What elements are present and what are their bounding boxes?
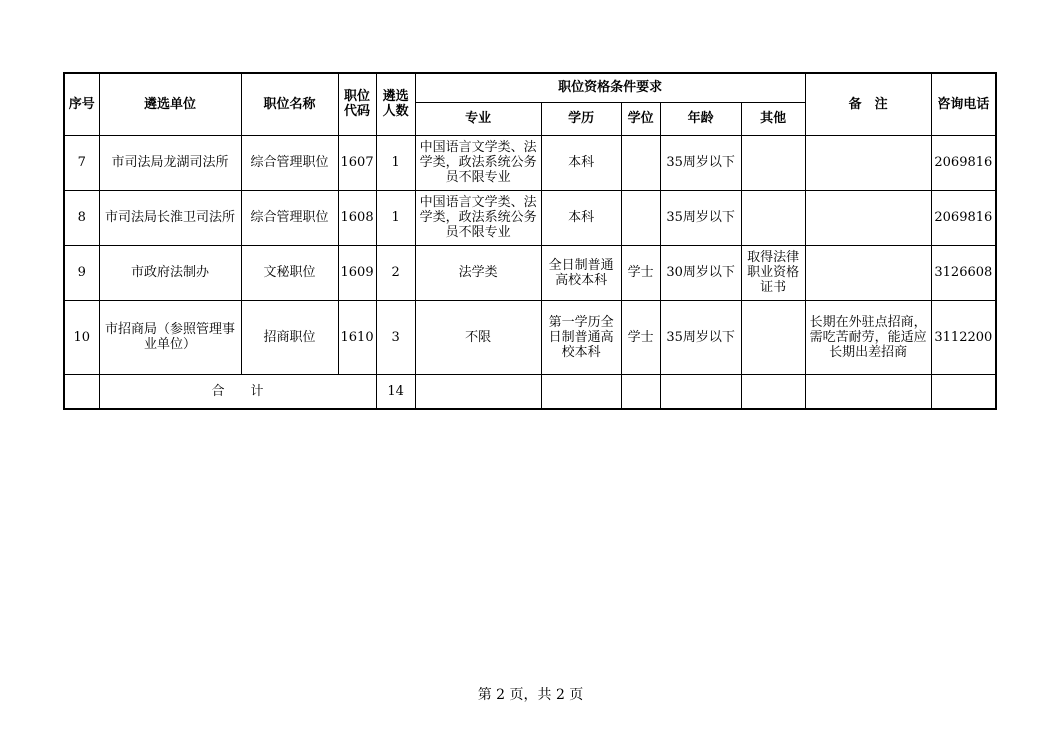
header-remarks: 备 注	[805, 73, 931, 135]
header-unit: 遴选单位	[99, 73, 241, 135]
cell-position: 招商职位	[241, 300, 338, 374]
cell-education: 第一学历全日制普通高校本科	[541, 300, 621, 374]
cell-count: 1	[376, 190, 415, 245]
table-row	[64, 190, 996, 245]
cell-major: 中国语言文学类、法学类，政法系统公务员不限专业	[415, 135, 541, 190]
cell-position: 文秘职位	[241, 245, 338, 300]
total-empty-cell	[660, 374, 741, 409]
cell-seq: 8	[64, 190, 99, 245]
cell-code: 1607	[338, 135, 376, 190]
cell-education: 全日制普通高校本科	[541, 245, 621, 300]
table-row	[64, 135, 996, 190]
header-major: 专业	[415, 102, 541, 135]
header-education: 学历	[541, 102, 621, 135]
cell-count: 2	[376, 245, 415, 300]
cell-major: 不限	[415, 300, 541, 374]
cell-seq: 9	[64, 245, 99, 300]
cell-other	[741, 190, 805, 245]
cell-code: 1610	[338, 300, 376, 374]
cell-code: 1609	[338, 245, 376, 300]
cell-education: 本科	[541, 190, 621, 245]
cell-remarks	[805, 190, 931, 245]
cell-remarks: 长期在外驻点招商，需吃苦耐劳，能适应长期出差招商	[805, 300, 931, 374]
table-row	[64, 300, 996, 374]
cell-major: 中国语言文学类、法学类，政法系统公务员不限专业	[415, 190, 541, 245]
cell-age: 35周岁以下	[660, 190, 741, 245]
cell-remarks	[805, 135, 931, 190]
total-empty-cell	[931, 374, 996, 409]
cell-count: 1	[376, 135, 415, 190]
header-row-1	[64, 73, 996, 102]
header-position-name: 职位名称	[241, 73, 338, 135]
cell-other: 取得法律职业资格证书	[741, 245, 805, 300]
header-requirements: 职位资格条件要求	[415, 73, 805, 102]
cell-age: 35周岁以下	[660, 300, 741, 374]
cell-seq: 10	[64, 300, 99, 374]
cell-unit: 市政府法制办	[99, 245, 241, 300]
total-count: 14	[376, 374, 415, 409]
total-seq-cell	[64, 374, 99, 409]
total-empty-cell	[741, 374, 805, 409]
header-seq: 序号	[64, 73, 99, 135]
total-label: 合 计	[99, 374, 376, 409]
cell-seq: 7	[64, 135, 99, 190]
cell-count: 3	[376, 300, 415, 374]
header-phone: 咨询电话	[931, 73, 996, 135]
table-row	[64, 245, 996, 300]
cell-position: 综合管理职位	[241, 135, 338, 190]
cell-degree	[621, 190, 660, 245]
cell-education: 本科	[541, 135, 621, 190]
cell-phone: 2069816	[931, 190, 996, 245]
cell-other	[741, 135, 805, 190]
cell-major: 法学类	[415, 245, 541, 300]
page-footer: 第 2 页，共 2 页	[477, 687, 584, 703]
header-count: 遴选人数	[376, 73, 415, 135]
cell-degree	[621, 135, 660, 190]
total-empty-cell	[805, 374, 931, 409]
cell-remarks	[805, 245, 931, 300]
cell-age: 30周岁以下	[660, 245, 741, 300]
cell-phone: 2069816	[931, 135, 996, 190]
total-empty-cell	[415, 374, 541, 409]
cell-other	[741, 300, 805, 374]
cell-unit: 市司法局长淮卫司法所	[99, 190, 241, 245]
header-other: 其他	[741, 102, 805, 135]
recruitment-table	[63, 72, 997, 410]
cell-unit: 市招商局（参照管理事业单位）	[99, 300, 241, 374]
total-empty-cell	[621, 374, 660, 409]
header-degree: 学位	[621, 102, 660, 135]
cell-code: 1608	[338, 190, 376, 245]
cell-unit: 市司法局龙湖司法所	[99, 135, 241, 190]
cell-age: 35周岁以下	[660, 135, 741, 190]
header-position-code: 职位代码	[338, 73, 376, 135]
total-row	[64, 374, 996, 409]
cell-position: 综合管理职位	[241, 190, 338, 245]
header-age: 年龄	[660, 102, 741, 135]
cell-phone: 3126608	[931, 245, 996, 300]
cell-degree: 学士	[621, 245, 660, 300]
total-empty-cell	[541, 374, 621, 409]
cell-degree: 学士	[621, 300, 660, 374]
cell-phone: 3112200	[931, 300, 996, 374]
